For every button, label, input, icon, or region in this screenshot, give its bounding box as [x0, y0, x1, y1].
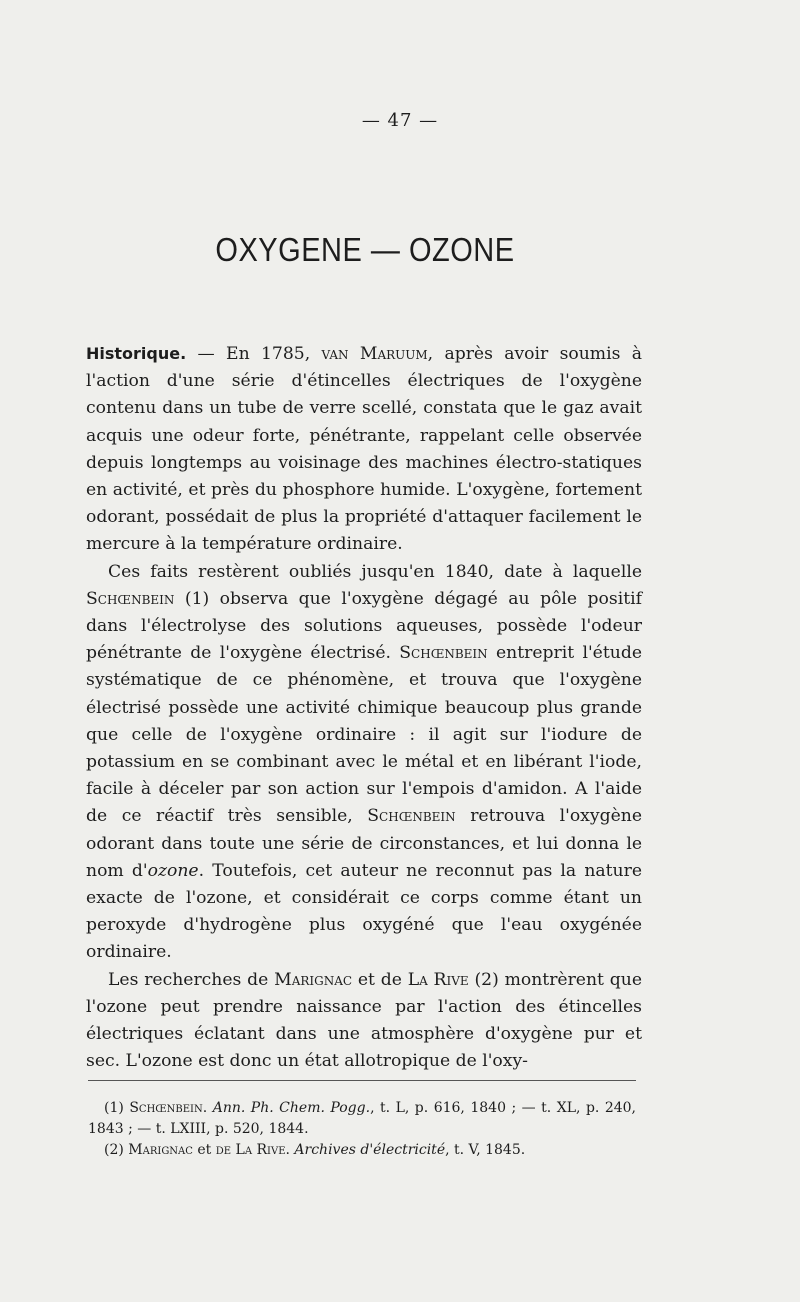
text-span: Les recherches de	[108, 969, 275, 990]
author-name: Schœnbein	[129, 1100, 203, 1116]
paragraph-schoenbein	[86, 559, 642, 967]
footnote-2	[88, 1140, 636, 1161]
page-number: — 47 —	[361, 110, 439, 131]
text-span: entreprit l'étude systématique de ce phénomène, et trouva que l'oxygène électrisé possède une activité chimique beaucoup plus grande que celle de l'oxygène ordinaire : il agit sur l'iodure de potassium en se combinant avec le métal et en libérant l'iode, facile à déceler par son action sur l'empois d'amidon. A l'aide de ce réactif très sensible,	[86, 643, 642, 827]
paragraph-marignac	[86, 967, 642, 1076]
footnote-number: (2)	[104, 1142, 129, 1158]
author-name: de La Rive	[215, 1142, 286, 1158]
text-span: .	[285, 1142, 295, 1158]
text-span: et	[192, 1142, 216, 1158]
journal-title: Archives d'électricité	[294, 1142, 446, 1158]
author-name: La Rive	[407, 969, 469, 990]
text-span: (1) observa que l'oxygène dégagé au pôle positif dans l'électrolyse des solutions aqueuses, possède l'odeur pénétrante de l'oxygène électrisé.	[86, 588, 642, 664]
text-span: , t. V, 1845.	[445, 1142, 526, 1158]
text-span: retrouva l'oxygène odorant dans toute une série de circonstances, et lui donna le nom d'	[86, 806, 643, 881]
journal-title: Ann. Ph. Chem. Pogg.	[212, 1100, 371, 1116]
footnote-divider	[88, 1080, 636, 1081]
author-name: Schœnbein	[367, 806, 456, 827]
section-heading: Historique.	[86, 344, 187, 363]
text-span: .	[202, 1100, 213, 1116]
text-span: , t. L, p. 616, 1840 ; — t. XL, p. 240, 1843 ; — t. LXIII, p. 520, 1844.	[88, 1100, 637, 1137]
footnote-number: (1)	[104, 1100, 130, 1116]
author-name: Marignac	[274, 969, 353, 990]
text-span: , après avoir soumis à l'action d'une série d'étincelles électriques de l'oxygène contenu dans un tube de verre scellé, constata que le gaz avait acquis une odeur forte, pénétrante, rappelant celle observée depuis longtemps au voisinage des machines électro-statiques en activité, et près du phosphore humide. L'oxygène, fortement odorant, possédait de plus la propriété d'attaquer facilement le mercure à la température ordinaire.	[86, 344, 642, 555]
text-span: et de	[352, 969, 408, 990]
text-span: — En 1785,	[186, 344, 322, 364]
footnote-1	[88, 1098, 636, 1140]
italic-term: ozone	[147, 860, 199, 881]
paragraph-historique	[86, 340, 642, 559]
author-name: Schœnbein	[86, 588, 175, 609]
text-span: (2) montrèrent que l'ozone peut prendre naissance par l'action des étincelles électriques éclatant dans une atmosphère d'oxygène pur et sec. L'ozone est donc un état allotropique de l'oxy-	[86, 969, 642, 1072]
author-name: Schœnbein	[399, 643, 488, 664]
text-span: Ces faits restèrent oubliés jusqu'en 1840, date à laquelle	[108, 561, 642, 582]
text-span: . Toutefois, cet auteur ne reconnut pas la nature exacte de l'ozone, et considérait ce corps comme étant un peroxyde d'hydrogène plus oxygéné que l'eau oxygénée ordinaire.	[86, 860, 643, 963]
author-name: van Maruum	[321, 344, 428, 364]
author-name: Marignac	[128, 1142, 193, 1158]
chapter-title: OXYGENE — OZONE	[215, 232, 515, 269]
footnotes	[88, 1098, 636, 1161]
body-text	[86, 340, 642, 1075]
